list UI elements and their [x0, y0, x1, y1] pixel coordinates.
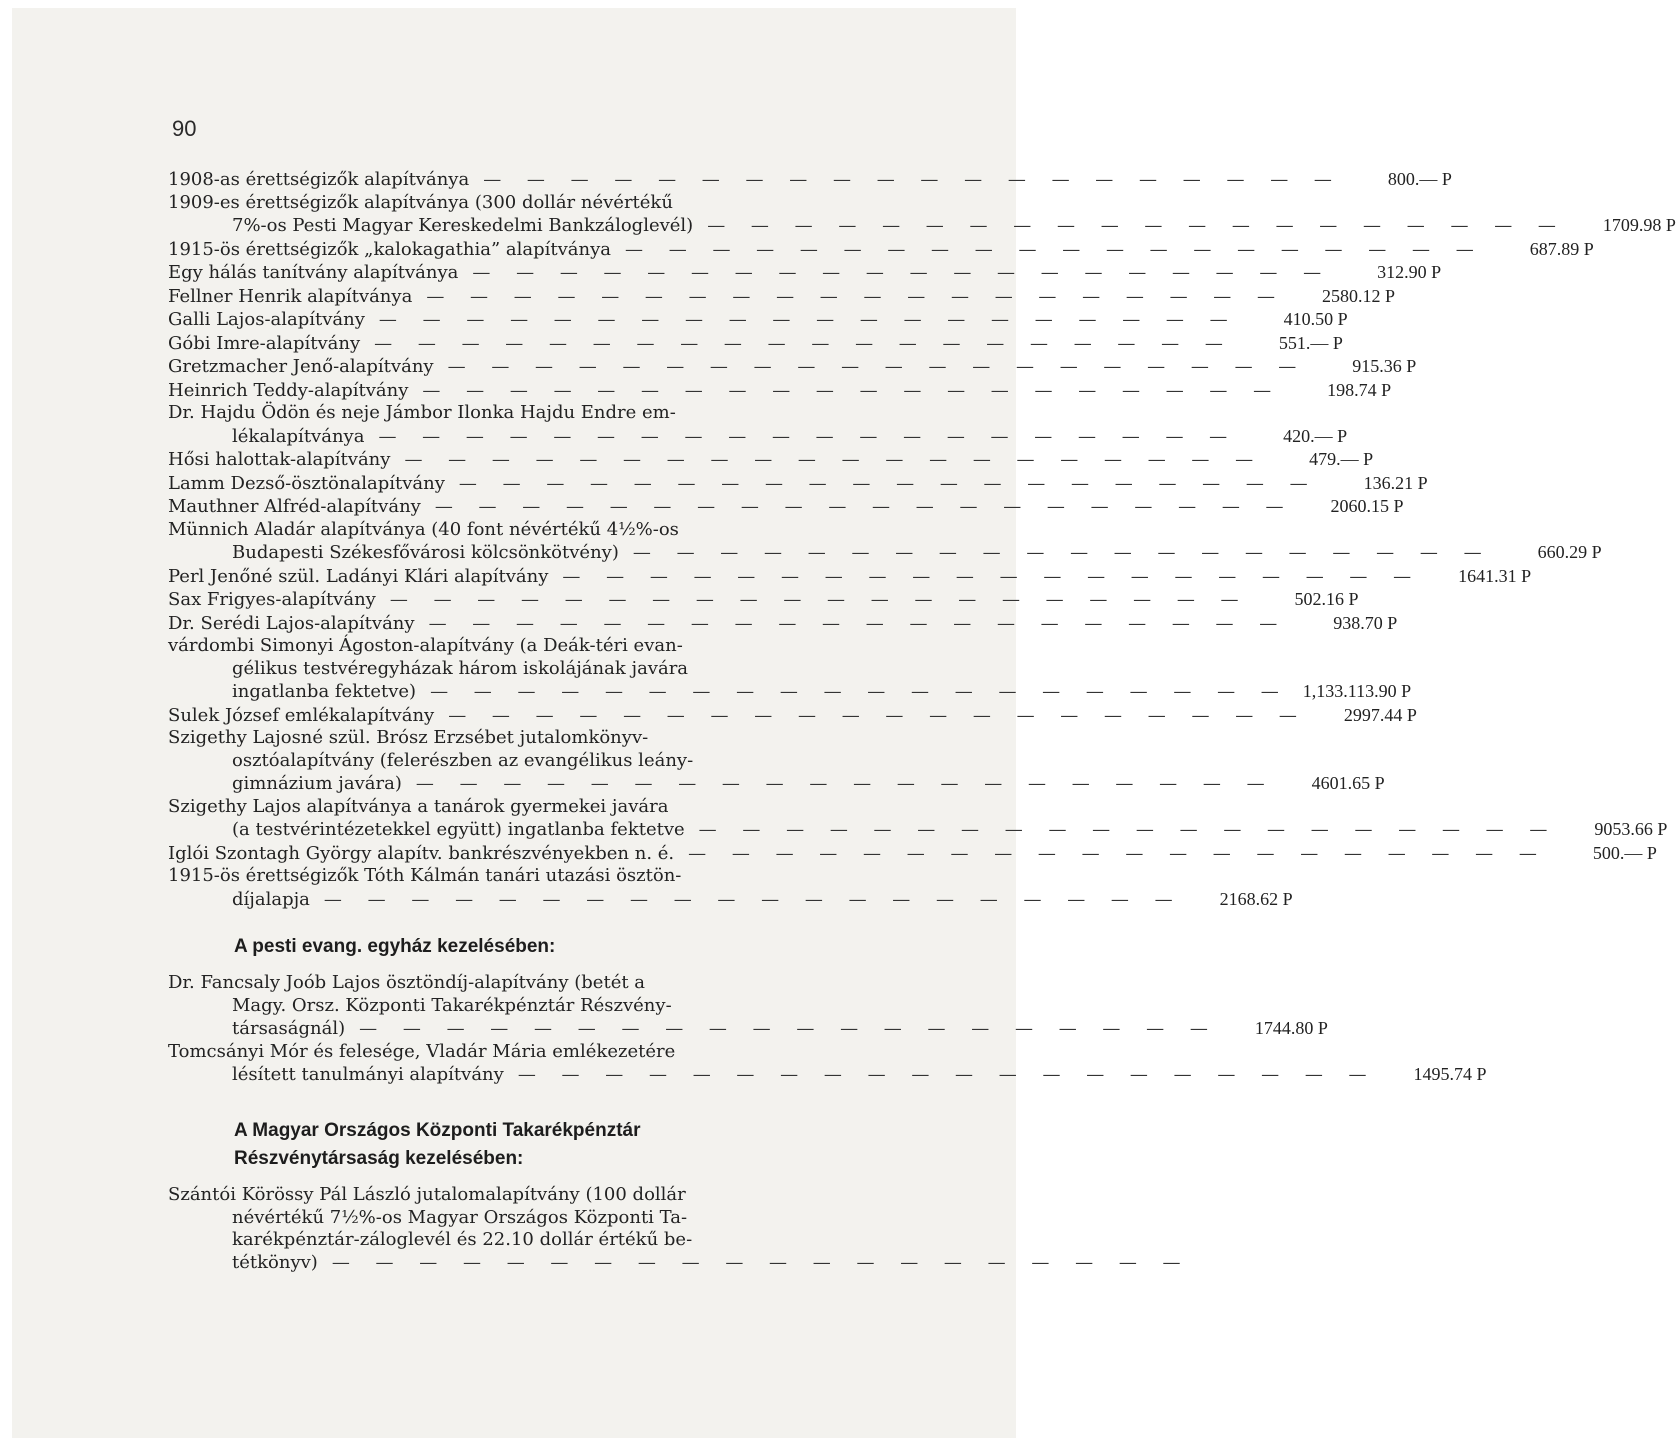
leader-dashes: — — — — — — — — — — — — — — — — — — — —	[426, 285, 1286, 307]
entry-text: Egy hálás tanítvány alapítványa	[168, 262, 459, 283]
entry-line	[168, 448, 1374, 472]
entry-text: Szigethy Lajosné szül. Brósz Erzsébet jutalomkönyv-	[168, 727, 649, 748]
entry-line	[168, 214, 1676, 238]
entry-line	[168, 772, 1385, 796]
entry-amount: 915.36 P	[1352, 356, 1417, 376]
entry-line	[168, 842, 1657, 866]
list-item	[168, 308, 1348, 332]
list-item	[168, 612, 1398, 636]
entry-amount: 660.29 P	[1537, 542, 1602, 562]
entry-line	[168, 425, 1348, 449]
leader-dashes: — — — — — — — — — — — — — — — — — — — —	[415, 773, 1275, 794]
leader-dashes: — — — — — — — — — — — — — — — — — — — —	[378, 425, 1238, 447]
entry-line	[168, 355, 1417, 379]
entry-line	[168, 192, 884, 215]
leader-dashes: — — — — — — — — — — — — — — — — — — — —	[359, 1018, 1218, 1039]
entry-text: tétkönyv)	[232, 1251, 318, 1273]
list-item	[168, 518, 1602, 565]
list-item	[168, 261, 1442, 285]
entry-text: Fellner Henrik alapítványa	[168, 285, 413, 307]
list-item	[168, 704, 1417, 728]
entry-line	[168, 402, 884, 425]
list-item	[168, 727, 1385, 796]
entry-amount: 410.50 P	[1283, 309, 1348, 329]
entry-amount: 551.— P	[1278, 332, 1343, 353]
entry-text: Lamm Dezső-ösztönalapítvány	[168, 472, 445, 494]
list-item	[168, 795, 1668, 842]
entry-text: Gretzmacher Jenő-alapítvány	[168, 356, 434, 377]
entry-amount: 2997.44 P	[1343, 704, 1417, 725]
entry-line	[168, 285, 1396, 309]
entry-line	[168, 995, 884, 1018]
entry-line	[168, 727, 884, 750]
entry-text: Szigethy Lajos alapítványa a tanárok gyermekei javára	[168, 795, 669, 817]
entry-text: osztóalapítvány (felerészben az evangélikus leány-	[232, 749, 694, 771]
leader-dashes: — — — — — — — — — — — — — — — — — — — —	[422, 379, 1282, 401]
entry-line	[168, 1229, 884, 1252]
entry-text: Budapesti Székesfővárosi kölcsönkötvény)	[232, 542, 619, 563]
entry-text: Mauthner Alfréd-alapítvány	[168, 496, 421, 517]
entry-line	[168, 972, 884, 995]
leader-dashes: — — — — — — — — — — — — — — — — — — — —	[434, 496, 1294, 517]
document-page	[12, 8, 1676, 1438]
list-item	[168, 285, 1396, 309]
list-item	[168, 1184, 1191, 1274]
entry-line	[168, 1063, 1487, 1087]
leader-dashes: — — — — — — — — — — — — — — — — — — — —	[430, 681, 1289, 702]
leader-dashes: — — — — — — — — — — — — — — — — — — — —	[632, 542, 1492, 563]
entry-amount: 1744.80 P	[1254, 1018, 1328, 1038]
list-item	[168, 1040, 1487, 1087]
entry-text: 1915-ös érettségizők „kalokagathia” alapítványa	[168, 238, 611, 260]
list-item	[168, 379, 1392, 403]
entry-amount: 938.70 P	[1333, 612, 1398, 633]
entry-line	[168, 168, 1452, 192]
section-heading-takarekpenztar-2: Részvénytársaság kezelésében:	[234, 1148, 524, 1169]
entry-amount: 687.89 P	[1529, 238, 1594, 259]
entry-amount: 420.— P	[1283, 425, 1348, 446]
list-item	[168, 191, 1676, 238]
list-item	[168, 168, 1452, 192]
leader-dashes: — — — — — — — — — — — — — — — — — — — —	[688, 842, 1547, 864]
leader-dashes: — — — — — — — — — — — — — — — — — — — —	[378, 309, 1238, 330]
entry-text: Perl Jenőné szül. Ladányi Klári alapítvány	[168, 565, 549, 587]
entry-line	[168, 1017, 1328, 1041]
leader-dashes: — — — — — — — — — — — — — — — — — — — —	[428, 612, 1288, 634]
leader-dashes: — — — — — — — — — — — — — — — — — — — —	[472, 262, 1332, 283]
entry-text: Galli Lajos-alapítvány	[168, 309, 365, 330]
list-item	[168, 865, 1293, 911]
entry-text: Iglói Szontagh György alapítv. bankrészvényekben n. é.	[168, 842, 675, 864]
entry-amount: 9053.66 P	[1594, 819, 1668, 839]
entry-text: Sax Frigyes-alapítvány	[168, 589, 376, 610]
entry-line	[168, 796, 884, 819]
entry-amount: 1495.74 P	[1413, 1064, 1487, 1084]
entry-amount: 136.21 P	[1363, 472, 1428, 493]
list-item	[168, 402, 1348, 448]
entry-line	[168, 865, 884, 888]
leader-dashes: — — — — — — — — — — — — — — — — — — — —	[483, 169, 1342, 190]
leader-dashes: — — — — — — — — — — — — — — — — — — — —	[698, 819, 1558, 840]
entry-amount: 2580.12 P	[1322, 285, 1396, 306]
entry-text: lékalapítványa	[232, 425, 365, 447]
leader-dashes: — — — — — — — — — — — — — — — — — — — —	[458, 472, 1318, 494]
leader-dashes: — — — — — — — — — — — — — — — — — — — —	[331, 1251, 1191, 1273]
entry-line	[168, 704, 1417, 728]
entry-amount: 800.— P	[1387, 169, 1452, 189]
entry-line	[168, 888, 1293, 912]
entry-text: Münnich Aladár alapítványa (40 font névértékű 4½%-os	[168, 518, 679, 540]
entry-text: társaságnál)	[232, 1018, 346, 1039]
entry-text: Dr. Serédi Lajos-alapítvány	[168, 612, 415, 634]
entry-line	[168, 541, 1602, 565]
entry-amount: 4601.65 P	[1311, 773, 1385, 793]
entry-text: Tomcsányi Mór és felesége, Vladár Mária emlékezetére	[168, 1040, 676, 1062]
entry-text: 1909-es érettségizők alapítványa (300 dollár névértékű	[168, 191, 673, 213]
entry-text: Dr. Hajdu Ödön és neje Jámbor Ilonka Hajdu Endre em-	[168, 402, 676, 423]
list-item	[168, 495, 1404, 519]
entry-text: Szántói Körössy Pál László jutalomalapítvány (100 dollár	[168, 1184, 686, 1205]
entry-text: lésített tanulmányi alapítvány	[232, 1064, 504, 1085]
leader-dashes: — — — — — — — — — — — — — — — — — — — —	[448, 704, 1307, 726]
entry-line	[168, 750, 884, 773]
entry-amount: 1709.98 P	[1602, 215, 1676, 235]
leader-dashes: — — — — — — — — — — — — — — — — — — — —	[447, 356, 1307, 377]
entry-line	[168, 1041, 884, 1064]
list-item	[168, 355, 1417, 379]
list-item	[168, 332, 1343, 356]
entry-text: Magy. Orsz. Központi Takarékpénztár Részvény-	[232, 994, 672, 1016]
entry-line	[168, 472, 1428, 496]
entry-amount: 500.— P	[1592, 842, 1657, 863]
leader-dashes: — — — — — — — — — — — — — — — — — — — —	[517, 1064, 1377, 1085]
entry-text: 1915-ös érettségizők Tóth Kálmán tanári utazási ösztön-	[168, 865, 682, 886]
entry-line	[168, 495, 1404, 519]
section-heading-pesti-evang: A pesti evang. egyház kezelésében:	[234, 936, 556, 957]
leader-dashes: — — — — — — — — — — — — — — — — — — — —	[404, 449, 1264, 470]
entry-line	[168, 818, 1668, 842]
entry-line	[168, 332, 1343, 356]
leader-dashes: — — — — — — — — — — — — — — — — — — — —	[323, 888, 1183, 910]
entry-line	[168, 308, 1348, 332]
entry-text: Dr. Fancsaly Joób Lajos ösztöndíj-alapítvány (betét a	[168, 972, 646, 993]
leader-dashes: — — — — — — — — — — — — — — — — — — — —	[562, 565, 1422, 587]
entry-amount: 479.— P	[1309, 449, 1374, 469]
entry-line	[168, 588, 1359, 612]
entry-line	[168, 612, 1398, 636]
leader-dashes: — — — — — — — — — — — — — — — — — — — —	[707, 215, 1566, 236]
list-item	[168, 448, 1374, 472]
entry-text: gimnázium javára)	[232, 773, 402, 794]
entry-line	[168, 635, 884, 658]
entry-amount: 502.16 P	[1294, 589, 1359, 609]
entry-amount: 312.90 P	[1377, 262, 1442, 282]
list-item	[168, 565, 1532, 589]
entry-text: ingatlanba fektetve)	[232, 681, 417, 702]
foundation-list	[168, 168, 1676, 911]
entry-text: (a testvérintézetekkel együtt) ingatlanba fektetve	[232, 819, 685, 840]
entry-text: gélikus testvéregyházak három iskolájának javára	[232, 657, 689, 679]
entry-line	[168, 238, 1594, 262]
section-takarekpenztar-list	[168, 1184, 1191, 1274]
entry-line	[168, 1251, 1191, 1275]
list-item	[168, 472, 1428, 496]
entry-amount: 1641.31 P	[1458, 565, 1532, 586]
entry-text: Hősi halottak-alapítvány	[168, 449, 391, 470]
list-item	[168, 842, 1657, 866]
entry-amount: 198.74 P	[1327, 379, 1392, 400]
entry-text: díjalapja	[232, 888, 310, 910]
list-item	[168, 238, 1594, 262]
entry-text: várdombi Simonyi Ágoston-alapítvány (a Deák-téri evan-	[168, 635, 683, 656]
entry-line	[168, 565, 1532, 589]
entry-amount: 2168.62 P	[1219, 888, 1293, 909]
section-pesti-evang-list	[168, 972, 1487, 1087]
entry-text: karékpénztár-záloglevél és 22.10 dollár értékű be-	[232, 1229, 693, 1250]
entry-line	[168, 658, 884, 681]
list-item	[168, 635, 1412, 704]
list-item	[168, 588, 1359, 612]
entry-text: 7%-os Pesti Magyar Kereskedelmi Bankzáloglevél)	[232, 215, 694, 236]
entry-text: 1908-as érettségizők alapítványa	[168, 169, 470, 190]
list-item	[168, 972, 1328, 1041]
entry-amount: 2060.15 P	[1330, 496, 1404, 516]
entry-line	[168, 261, 1442, 285]
section-heading-takarekpenztar-1: A Magyar Országos Központi Takarékpénztár	[234, 1120, 641, 1141]
page-number: 90	[172, 116, 197, 141]
entry-line	[168, 519, 884, 542]
leader-dashes: — — — — — — — — — — — — — — — — — — — —	[625, 238, 1484, 260]
entry-line	[168, 379, 1392, 403]
leader-dashes: — — — — — — — — — — — — — — — — — — — —	[374, 332, 1233, 354]
leader-dashes: — — — — — — — — — — — — — — — — — — — —	[389, 589, 1249, 610]
entry-line	[168, 680, 1412, 704]
entry-text: Sulek József emlékalapítvány	[168, 704, 435, 726]
entry-text: névértékű 7½%-os Magyar Országos Központi Ta-	[232, 1206, 688, 1228]
entry-line	[168, 1184, 884, 1207]
entry-line	[168, 1207, 884, 1230]
entry-amount: 1,133.113.90 P	[1302, 681, 1412, 701]
entry-text: Góbi Imre-alapítvány	[168, 332, 361, 354]
entry-text: Heinrich Teddy-alapítvány	[168, 379, 409, 401]
